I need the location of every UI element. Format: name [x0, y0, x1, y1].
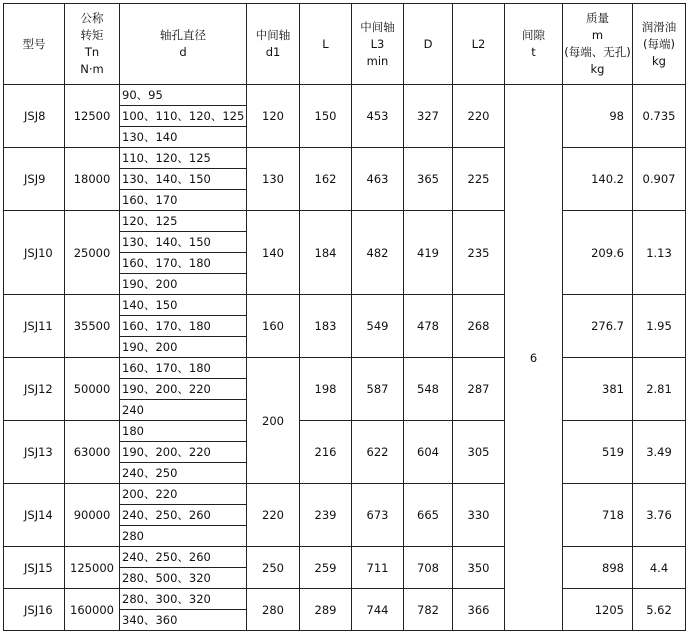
column-header [120, 4, 247, 85]
bore-diameter-cell: 90、95 [120, 85, 247, 106]
length-L3-cell: 549 [352, 295, 404, 358]
mass-cell: 209.6 [563, 211, 633, 295]
length-L2-cell: 235 [453, 211, 505, 295]
torque-cell: 35500 [65, 295, 120, 358]
shaft-d1-cell: 160 [247, 295, 300, 358]
length-L-cell: 183 [300, 295, 352, 358]
bore-diameter-cell: 190、200、220 [120, 379, 247, 400]
column-header-line: 质量 [586, 11, 609, 25]
length-L2-cell: 305 [453, 421, 505, 484]
length-L2-cell: 350 [453, 547, 505, 589]
model-cell: JSJ9 [4, 148, 65, 211]
column-header-line: kg [590, 62, 605, 76]
table-row [4, 421, 686, 442]
oil-cell: 3.49 [633, 421, 686, 484]
column-header [505, 4, 563, 85]
shaft-d1-cell: 130 [247, 148, 300, 211]
bore-diameter-cell: 160、170、180 [120, 316, 247, 337]
column-header-line: d [179, 45, 187, 59]
mass-cell: 1205 [563, 589, 633, 631]
length-L3-cell: 587 [352, 358, 404, 421]
oil-cell: 4.4 [633, 547, 686, 589]
mass-cell: 898 [563, 547, 633, 589]
shaft-d1-cell: 280 [247, 589, 300, 631]
bore-diameter-cell: 160、170、180 [120, 358, 247, 379]
model-cell: JSJ10 [4, 211, 65, 295]
bore-diameter-cell: 280、300、320 [120, 589, 247, 610]
bore-diameter-cell: 240 [120, 400, 247, 421]
column-header-line: m [591, 28, 604, 42]
length-L3-cell: 673 [352, 484, 404, 547]
mass-cell: 98 [563, 85, 633, 148]
column-header [65, 4, 120, 85]
length-L-cell: 289 [300, 589, 352, 631]
bore-diameter-cell: 190、200 [120, 337, 247, 358]
mass-cell: 718 [563, 484, 633, 547]
length-L3-cell: 711 [352, 547, 404, 589]
mass-cell: 519 [563, 421, 633, 484]
length-L-cell: 216 [300, 421, 352, 484]
length-L2-cell: 366 [453, 589, 505, 631]
diameter-D-cell: 548 [404, 358, 453, 421]
diameter-D-cell: 665 [404, 484, 453, 547]
column-header-line: N·m [80, 62, 104, 76]
bore-diameter-cell: 240、250、260 [120, 505, 247, 526]
torque-cell: 63000 [65, 421, 120, 484]
shaft-d1-cell: 120 [247, 85, 300, 148]
column-header [352, 4, 404, 85]
column-header-line: 公称 [80, 11, 104, 25]
column-header-line: L2 [471, 36, 486, 51]
coupling-spec-table [3, 3, 686, 631]
table-row [4, 484, 686, 505]
shaft-d1-cell: 220 [247, 484, 300, 547]
shaft-d1-cell: 200 [247, 358, 300, 484]
column-header [633, 4, 686, 85]
diameter-D-cell: 708 [404, 547, 453, 589]
column-header [404, 4, 453, 85]
length-L2-cell: 287 [453, 358, 505, 421]
column-header-line: Tn [84, 45, 100, 59]
bore-diameter-cell: 160、170 [120, 190, 247, 211]
table-body [4, 85, 686, 631]
model-cell: JSJ8 [4, 85, 65, 148]
model-cell: JSJ12 [4, 358, 65, 421]
table-row [4, 148, 686, 169]
table-row [4, 85, 686, 106]
length-L-cell: 198 [300, 358, 352, 421]
bore-diameter-cell: 130、140、150 [120, 169, 247, 190]
column-header-line: t [531, 45, 536, 59]
torque-cell: 160000 [65, 589, 120, 631]
torque-cell: 18000 [65, 148, 120, 211]
torque-cell: 25000 [65, 211, 120, 295]
column-header-line: 型号 [22, 36, 46, 51]
column-header-line: 间隙 [522, 28, 545, 42]
length-L3-cell: 453 [352, 85, 404, 148]
bore-diameter-cell: 160、170、180 [120, 253, 247, 274]
oil-cell: 0.907 [633, 148, 686, 211]
shaft-d1-cell: 140 [247, 211, 300, 295]
model-cell: JSJ15 [4, 547, 65, 589]
bore-diameter-cell: 140、150 [120, 295, 247, 316]
model-cell: JSJ14 [4, 484, 65, 547]
diameter-D-cell: 604 [404, 421, 453, 484]
length-L3-cell: 622 [352, 421, 404, 484]
length-L-cell: 239 [300, 484, 352, 547]
column-header-line: L [322, 36, 329, 51]
bore-diameter-cell: 200、220 [120, 484, 247, 505]
column-header [247, 4, 300, 85]
diameter-D-cell: 782 [404, 589, 453, 631]
bore-diameter-cell: 240、250、260 [120, 547, 247, 568]
column-header-line: kg [652, 53, 666, 68]
torque-cell: 50000 [65, 358, 120, 421]
torque-cell: 12500 [65, 85, 120, 148]
column-header-line: (每端) [643, 36, 675, 51]
column-header-line: 转矩 [80, 28, 104, 42]
diameter-D-cell: 419 [404, 211, 453, 295]
table-row [4, 211, 686, 232]
column-header-line: d1 [265, 45, 281, 59]
oil-cell: 1.95 [633, 295, 686, 358]
bore-diameter-cell: 280、500、320 [120, 568, 247, 589]
table-row [4, 358, 686, 379]
length-L2-cell: 268 [453, 295, 505, 358]
bore-diameter-cell: 130、140、150 [120, 232, 247, 253]
column-header-line: L3 [370, 36, 385, 51]
model-cell: JSJ13 [4, 421, 65, 484]
mass-cell: 276.7 [563, 295, 633, 358]
table-row [4, 589, 686, 610]
oil-cell: 2.81 [633, 358, 686, 421]
oil-cell: 0.735 [633, 85, 686, 148]
header-row [4, 4, 686, 85]
length-L2-cell: 330 [453, 484, 505, 547]
length-L2-cell: 225 [453, 148, 505, 211]
diameter-D-cell: 365 [404, 148, 453, 211]
column-header [300, 4, 352, 85]
length-L3-cell: 463 [352, 148, 404, 211]
bore-diameter-cell: 100、110、120、125 [120, 106, 247, 127]
length-L-cell: 162 [300, 148, 352, 211]
model-cell: JSJ16 [4, 589, 65, 631]
length-L-cell: 150 [300, 85, 352, 148]
column-header-line: 润滑油 [641, 19, 677, 34]
column-header-line: 中间轴 [360, 19, 395, 34]
table-row [4, 547, 686, 568]
column-header [453, 4, 505, 85]
mass-cell: 140.2 [563, 148, 633, 211]
gap-t-cell: 6 [505, 85, 563, 631]
shaft-d1-cell: 250 [247, 547, 300, 589]
column-header-line: min [366, 53, 389, 68]
oil-cell: 5.62 [633, 589, 686, 631]
column-header-line: 中间轴 [255, 28, 291, 42]
bore-diameter-cell: 190、200 [120, 274, 247, 295]
column-header [563, 4, 633, 85]
column-header [4, 4, 65, 85]
column-header-line: 轴孔直径 [160, 28, 206, 42]
mass-cell: 381 [563, 358, 633, 421]
bore-diameter-cell: 130、140 [120, 127, 247, 148]
bore-diameter-cell: 190、200、220 [120, 442, 247, 463]
length-L-cell: 259 [300, 547, 352, 589]
length-L-cell: 184 [300, 211, 352, 295]
diameter-D-cell: 478 [404, 295, 453, 358]
length-L2-cell: 220 [453, 85, 505, 148]
bore-diameter-cell: 340、360 [120, 610, 247, 631]
bore-diameter-cell: 240、250 [120, 463, 247, 484]
bore-diameter-cell: 180 [120, 421, 247, 442]
length-L3-cell: 482 [352, 211, 404, 295]
bore-diameter-cell: 110、120、125 [120, 148, 247, 169]
column-header-line: (每端、无孔) [564, 45, 631, 59]
oil-cell: 1.13 [633, 211, 686, 295]
length-L3-cell: 744 [352, 589, 404, 631]
diameter-D-cell: 327 [404, 85, 453, 148]
torque-cell: 90000 [65, 484, 120, 547]
oil-cell: 3.76 [633, 484, 686, 547]
bore-diameter-cell: 120、125 [120, 211, 247, 232]
bore-diameter-cell: 280 [120, 526, 247, 547]
torque-cell: 125000 [65, 547, 120, 589]
column-header-line: D [423, 36, 433, 51]
model-cell: JSJ11 [4, 295, 65, 358]
table-row [4, 295, 686, 316]
